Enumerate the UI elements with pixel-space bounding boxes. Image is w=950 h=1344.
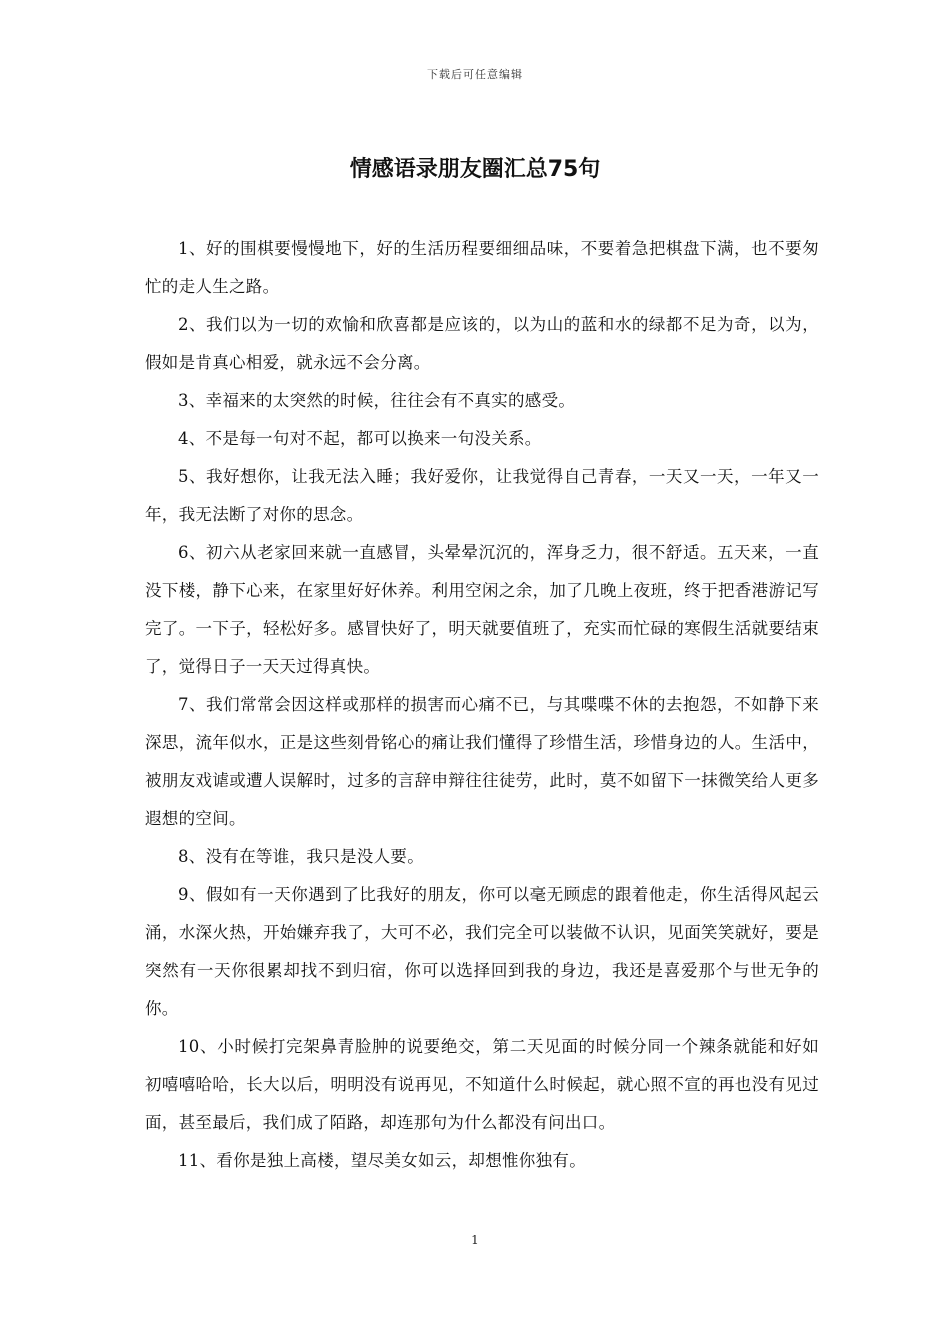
- header-note: 下载后可任意编辑: [427, 68, 523, 81]
- paragraph-7: 7、我们常常会因这样或那样的损害而心痛不已，与其喋喋不休的去抱怨，不如静下来深思，流年似水，正是这些刻骨铭心的痛让我们懂得了珍惜生活，珍惜身边的人。生活中，被朋友戏谑或遭人误解时，过多的言辞申辩往往徒劳，此时，莫不如留下一抹微笑给人更多遐想的空间。: [145, 695, 819, 828]
- paragraph-5: 5、我好想你，让我无法入睡；我好爱你，让我觉得自己青春，一天又一天，一年又一年，我无法断了对你的思念。: [145, 467, 819, 524]
- paragraph-8: 8、没有在等谁，我只是没人要。: [178, 847, 424, 866]
- paragraph-11: 11、看你是独上高楼，望尽美女如云，却想惟你独有。: [178, 1151, 586, 1170]
- document-body: [145, 230, 819, 1180]
- paragraph-6: 6、初六从老家回来就一直感冒，头晕晕沉沉的，浑身乏力，很不舒适。五天来，一直没下楼，静下心来，在家里好好休养。利用空闲之余，加了几晚上夜班，终于把香港游记写完了。一下子，轻松好多。感冒快好了，明天就要值班了，充实而忙碌的寒假生活就要结束了，觉得日子一天天过得真快。: [145, 543, 819, 676]
- paragraph-3: 3、幸福来的太突然的时候，往往会有不真实的感受。: [178, 391, 576, 410]
- page-number: 1: [471, 1233, 479, 1247]
- paragraph-10: 10、小时候打完架鼻青脸肿的说要绝交，第二天见面的时候分同一个辣条就能和好如初嘻嘻哈哈，长大以后，明明没有说再见，不知道什么时候起，就心照不宣的再也没有见过面，甚至最后，我们成了陌路，却连那句为什么都没有问出口。: [145, 1037, 819, 1132]
- paragraph-4: 4、不是每一句对不起，都可以换来一句没关系。: [178, 429, 542, 448]
- paragraph-9: 9、假如有一天你遇到了比我好的朋友，你可以毫无顾虑的跟着他走，你生活得风起云涌，水深火热，开始嫌弃我了，大可不必，我们完全可以装做不认识，见面笑笑就好，要是突然有一天你很累却找不到归宿，你可以选择回到我的身边，我还是喜爱那个与世无争的你。: [145, 885, 819, 1018]
- paragraph-2: 2、我们以为一切的欢愉和欣喜都是应该的，以为山的蓝和水的绿都不足为奇，以为，假如是肯真心相爱，就永远不会分离。: [145, 315, 819, 372]
- document-title: 情感语录朋友圈汇总75句: [349, 157, 601, 182]
- paragraph-1: 1、好的围棋要慢慢地下，好的生活历程要细细品味，不要着急把棋盘下满，也不要匆忙的走人生之路。: [145, 239, 819, 296]
